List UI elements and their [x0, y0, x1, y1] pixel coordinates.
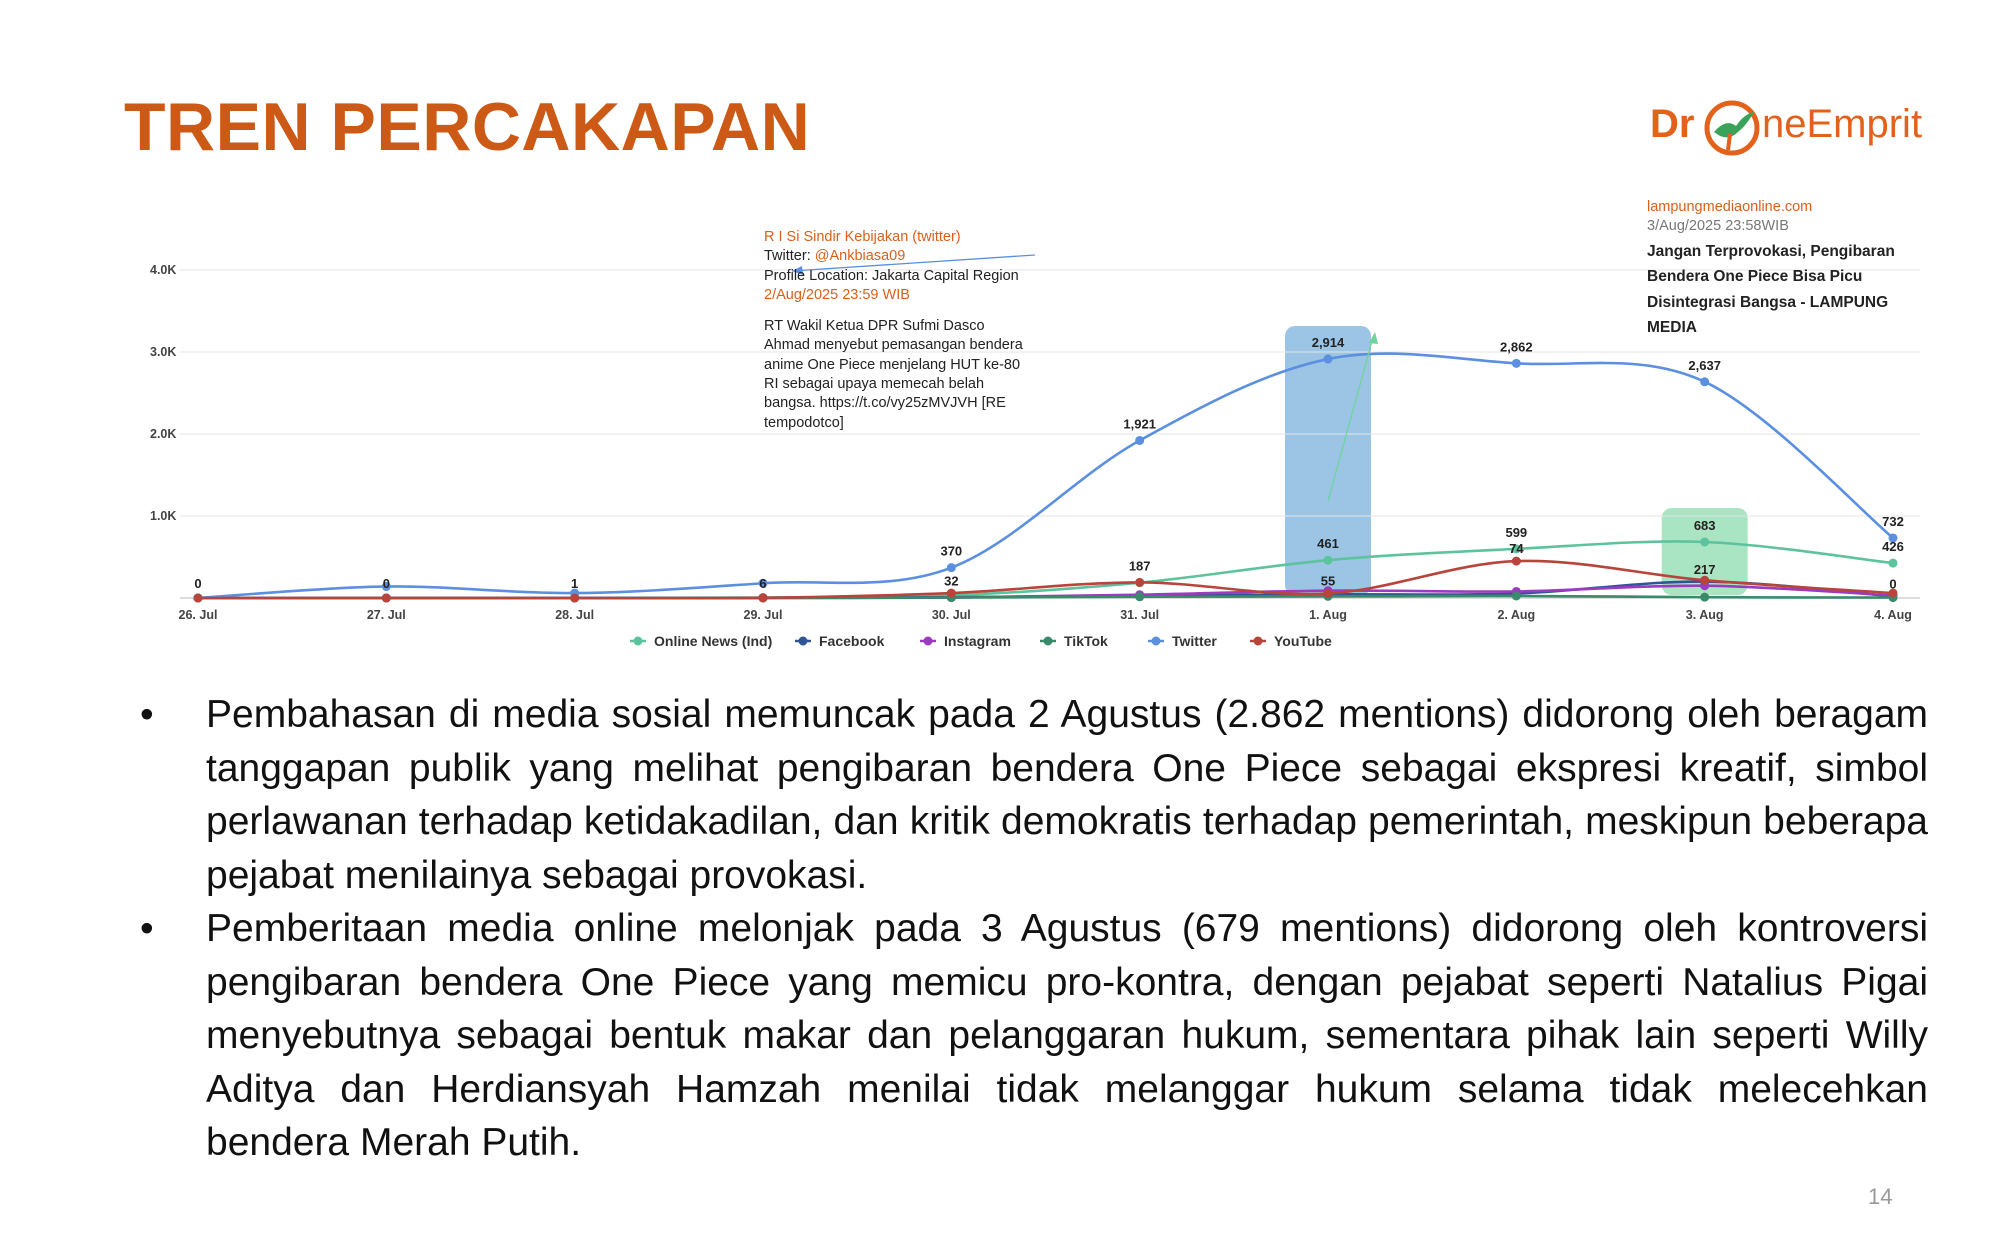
- data-point[interactable]: [1700, 537, 1709, 546]
- data-label: 217: [1693, 562, 1716, 578]
- data-label: 1: [571, 576, 579, 591]
- data-point[interactable]: [1324, 355, 1333, 364]
- data-label: 6: [759, 576, 767, 591]
- data-point[interactable]: [1135, 436, 1144, 445]
- data-label: 0: [1889, 576, 1897, 592]
- data-point[interactable]: [1700, 593, 1709, 602]
- series-line: [198, 558, 1893, 598]
- data-point[interactable]: [1135, 592, 1144, 601]
- series-line: [198, 541, 1893, 598]
- callout-timestamp: 2/Aug/2025 23:59 WIB: [764, 286, 910, 303]
- legend-marker: [1044, 637, 1053, 646]
- data-label: 187: [1128, 558, 1151, 574]
- logo-text-end: neEmprit: [1762, 102, 1923, 146]
- legend-label: YouTube: [1274, 633, 1332, 649]
- callout-location: Profile Location: Jakarta Capital Region: [764, 267, 1019, 284]
- x-tick-label: 1. Aug: [1309, 608, 1347, 622]
- data-point[interactable]: [1889, 559, 1898, 568]
- logo-text-start: Dr: [1650, 102, 1695, 146]
- y-tick-label: 2.0K: [150, 427, 177, 441]
- y-tick-label: 1.0K: [150, 509, 177, 523]
- legend-marker: [924, 637, 933, 646]
- bullet-dot: •: [140, 907, 154, 950]
- legend-marker: [1254, 637, 1263, 646]
- data-label: 1,921: [1123, 416, 1156, 432]
- x-tick-label: 29. Jul: [743, 608, 783, 622]
- data-label: 732: [1882, 513, 1904, 529]
- data-point[interactable]: [1512, 557, 1521, 566]
- bullet-dot: •: [140, 693, 154, 736]
- legend-marker: [799, 637, 808, 646]
- data-point[interactable]: [947, 563, 956, 572]
- drone-logo-icon: [1700, 96, 1764, 160]
- data-point[interactable]: [194, 594, 203, 603]
- data-point[interactable]: [947, 589, 956, 598]
- data-label: 370: [940, 543, 963, 559]
- x-tick-label: 4. Aug: [1874, 608, 1912, 622]
- callout-headline: Jangan Terprovokasi, Pengibaran Bendera One Piece Bisa Picu Disintegrasi Bangsa - LAMPUNG MEDIA: [1647, 242, 1895, 337]
- y-tick-label: 3.0K: [150, 345, 177, 359]
- callout-tweet-text: RT Wakil Ketua DPR Sufmi Dasco Ahmad menyebut pemasangan bendera anime One Piece menjelang HUT ke-80 RI sebagai upaya memecah belah bangsa. https://t.co/vy25zMVJVH [RE tempodotco]: [764, 318, 1023, 431]
- data-label: 2,862: [1500, 339, 1533, 355]
- data-label: 55: [1320, 573, 1336, 589]
- bullet-item: [140, 688, 1928, 902]
- x-tick-label: 30. Jul: [931, 608, 971, 622]
- legend-label: Facebook: [819, 633, 885, 649]
- data-label: 683: [1693, 517, 1716, 533]
- callout-source[interactable]: lampungmediaonline.com: [1647, 199, 1813, 215]
- x-tick-label: 2. Aug: [1497, 608, 1536, 622]
- data-point[interactable]: [382, 594, 391, 603]
- callout-account: R I Si Sindir Kebijakan (twitter): [764, 229, 961, 245]
- data-point[interactable]: [1324, 556, 1333, 565]
- callout-twitter-line: Twitter: @Ankbiasa09: [764, 248, 906, 265]
- x-tick-label: 26. Jul: [178, 608, 218, 622]
- x-tick-label: 3. Aug: [1685, 608, 1724, 622]
- data-point[interactable]: [1135, 578, 1144, 587]
- data-label: 0: [194, 576, 202, 591]
- legend-marker: [634, 637, 643, 646]
- data-label: 32: [944, 573, 959, 589]
- data-label: 426: [1882, 539, 1904, 555]
- bullet-text: Pemberitaan media online melonjak pada 3 Agustus (679 mentions) didorong oleh kontroversi pengibaran bendera One Piece yang memicu pro-kontra, dengan pejabat seperti Natalius Pigai menyebutnya sebagai bentuk makar dan pelanggaran hukum, sementara pihak lain seperti Willy Aditya dan Herdiansyah Hamzah menilai tidak melanggar hukum selama tidak melecehkan bendera Merah Putih.: [206, 907, 1928, 1164]
- legend-label: TikTok: [1064, 633, 1108, 649]
- data-label: 2,637: [1688, 357, 1721, 373]
- droneemprit-logo: [1650, 88, 1940, 160]
- data-point[interactable]: [1512, 591, 1521, 600]
- data-label: 599: [1505, 524, 1528, 540]
- legend-label: Online News (Ind): [654, 633, 773, 649]
- bullet-item: [140, 902, 1928, 1170]
- insight-bullets: [140, 688, 1928, 1170]
- data-point[interactable]: [1324, 589, 1333, 598]
- x-tick-label: 31. Jul: [1120, 608, 1160, 622]
- bullet-text: Pembahasan di media sosial memuncak pada 2 Agustus (2.862 mentions) didorong oleh beragam tanggapan publik yang melihat pengibaran bendera One Piece sebagai ekspresi kreatif, simbol perlawanan terhadap ketidakadilan, dan kritik demokratis terhadap pemerintah, meskipun beberapa pejabat menilainya sebagai provokasi.: [206, 693, 1928, 897]
- online-news-peak-callout: [1647, 198, 1907, 341]
- x-tick-label: 27. Jul: [366, 608, 406, 622]
- callout-handle[interactable]: @Ankbiasa09: [814, 248, 906, 265]
- data-label: 74: [1509, 541, 1524, 557]
- legend-label: Twitter: [1172, 633, 1217, 649]
- page-number: 14: [1868, 1184, 1893, 1209]
- twitter-peak-callout: [764, 228, 1024, 433]
- y-tick-label: 4.0K: [150, 263, 177, 277]
- data-label: 2,914: [1311, 335, 1345, 351]
- slide-title: TREN PERCAKAPAN: [124, 89, 811, 165]
- legend-marker: [1152, 637, 1161, 646]
- data-label: 0: [382, 576, 390, 591]
- data-point[interactable]: [759, 593, 768, 602]
- callout-timestamp: 3/Aug/2025 23:58WIB: [1647, 218, 1789, 235]
- data-point[interactable]: [1700, 377, 1709, 386]
- legend-label: Instagram: [944, 633, 1011, 649]
- data-label: 461: [1317, 536, 1339, 552]
- data-point[interactable]: [570, 594, 579, 603]
- data-point[interactable]: [1512, 359, 1521, 368]
- series-line: [198, 354, 1893, 598]
- x-tick-label: 28. Jul: [555, 608, 595, 622]
